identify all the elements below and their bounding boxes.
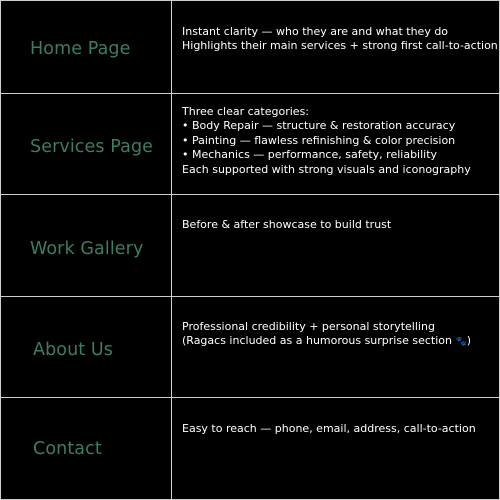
description-line: Each supported with strong visuals and iconography <box>182 162 471 176</box>
description-line-text: (Ragacs included as a humorous surprise section <box>182 334 456 348</box>
row-description-contact <box>182 422 494 436</box>
description-line: Easy to reach — phone, email, address, call-to-action <box>182 422 476 435</box>
grid-line <box>171 0 172 500</box>
grid-line <box>0 397 500 398</box>
description-line: Before & after showcase to build trust <box>182 218 392 231</box>
row-label-home-page: Home Page <box>30 39 131 59</box>
description-line: Three clear categories: <box>182 105 309 118</box>
description-line <box>182 334 494 349</box>
description-line: • Body Repair — structure & restoration accuracy <box>182 119 456 133</box>
row-description-work-gallery <box>182 218 494 232</box>
description-line: Professional credibility + personal storytelling <box>182 320 435 333</box>
grid-line <box>0 0 1 500</box>
description-line: Highlights their main services + strong first call-to-action <box>182 39 498 53</box>
row-description-about-us <box>182 320 494 350</box>
row-label-services-page: Services Page <box>30 137 154 157</box>
description-line-text: ) <box>466 334 471 348</box>
grid-line <box>0 296 500 297</box>
row-description-services-page <box>182 105 494 177</box>
grid-line <box>0 194 500 195</box>
description-line: Instant clarity — who they are and what they do <box>182 25 449 38</box>
description-line: • Mechanics — performance, safety, reliability <box>182 148 438 162</box>
row-label-contact: Contact <box>33 439 102 459</box>
paw-prints-icon: 🐾 <box>455 337 467 348</box>
grid-line <box>0 93 500 94</box>
description-line: • Painting — flawless refinishing & color precision <box>182 133 456 147</box>
row-description-home-page <box>182 25 498 54</box>
row-label-about-us: About Us <box>33 340 114 360</box>
row-label-work-gallery: Work Gallery <box>30 239 144 259</box>
grid-line <box>0 0 500 1</box>
